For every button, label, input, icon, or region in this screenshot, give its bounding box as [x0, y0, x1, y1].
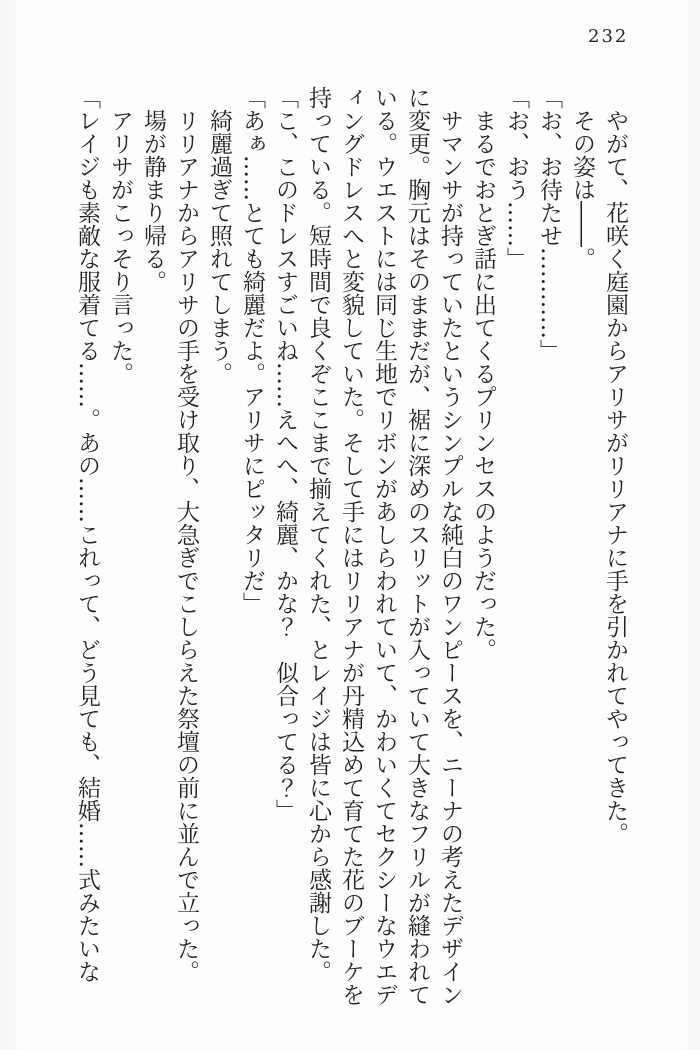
- text-line: 「こ、このドレスすごいね……えへへ、綺麗、かな？ 似合ってる？」: [272, 86, 298, 822]
- text-line: サマンサが持っていたというシンプルな純白のワンピースを、ニーナの考えたデザイン: [437, 86, 463, 1006]
- vertical-text-block: [67, 86, 631, 1016]
- text-line: 「お、おう……」: [503, 86, 529, 270]
- text-line: 「あぁ……とても綺麗だよ。アリサにピッタリだ」: [239, 86, 265, 615]
- text-line: リリアナからアリサの手を受け取り、大急ぎでこしらえた祭壇の前に並んで立った。: [173, 86, 199, 983]
- page-number: 232: [588, 26, 629, 47]
- text-line: 「お、お待たせ…………」: [536, 86, 562, 362]
- text-line: 場が静まり帰る。: [140, 86, 166, 293]
- text-line: いる。ウエストには同じ生地でリボンがあしらわれていて、かわいくてセクシーなウエデ: [371, 86, 397, 1006]
- text-line: やがて、花咲く庭園からアリサがリリアナに手を引かれてやってきた。: [602, 86, 628, 845]
- text-line: ィングドレスへと変貌していた。そして手にはリリアナが丹精込めて育てた花のブーケを: [338, 86, 364, 1006]
- text-line: 持っている。短時間で良くぞここまで揃えてくれた、とレイジは皆に心から感謝した。: [305, 86, 331, 983]
- text-line: 綺麗過ぎて照れてしまう。: [206, 86, 232, 385]
- text-line: に変更。胸元はそのままだが、裾に深めのスリットが入っていて大きなフリルが縫われて: [404, 86, 430, 1006]
- text-line: 「レイジも素敵な服着てる……。あの……これって、どう見ても、結婚……式みたいな: [74, 86, 100, 983]
- text-line: アリサがこっそり言った。: [107, 86, 133, 385]
- text-line: その姿は――。: [569, 86, 595, 270]
- text-line: まるでおとぎ話に出てくるプリンセスのようだった。: [470, 86, 496, 661]
